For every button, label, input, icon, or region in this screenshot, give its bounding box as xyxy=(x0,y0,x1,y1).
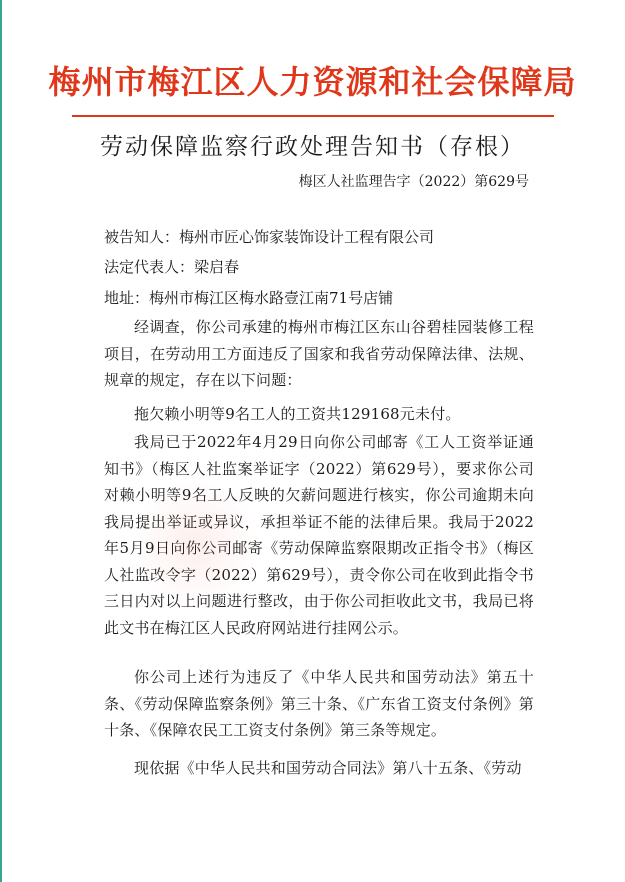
paragraph-procedure: 我局已于2022年4月29日向你公司邮寄《工人工资举证通知书》（梅区人社监案举证字（2022）第629号），要求你公司对赖小明等9名工人反映的欠薪问题进行核实，你公司逾期未向我局提出举证或异议，承担举证不能的法律后果。我局于2022年5月9日向你公司邮寄《劳动保障监察限期改正指令书》（梅区人社监改令字（2022）第629号），责令你公司在收到此指令书三日内对以上问题进行整改，由于你公司拒收此文书，我局已将此文书在梅江区人民政府网站进行挂网公示。 xyxy=(104,433,534,637)
address-line: 地址：梅州市梅江区梅水路壹江南71号店铺 xyxy=(104,289,394,307)
letterhead-rule xyxy=(72,115,554,117)
paragraph-unpaid-wages: 拖欠赖小明等9名工人的工资共129168元未付。 xyxy=(134,405,461,423)
document-number: 梅区人社监理告字（2022）第629号 xyxy=(298,174,529,190)
paragraph-basis: 现依据《中华人民共和国劳动合同法》第八十五条、《劳动 xyxy=(134,759,522,777)
legal-representative-line: 法定代表人：梁启春 xyxy=(104,258,240,276)
document-title: 劳动保障监察行政处理告知书（存根） xyxy=(100,134,525,160)
paragraph-violations: 你公司上述行为违反了《中华人民共和国劳动法》第五十条、《劳动保障监察条例》第三十条、《广东省工资支付条例》第十条、《保障农民工工资支付条例》第三条等规定。 xyxy=(104,668,534,739)
paragraph-findings: 经调查，你公司承建的梅州市梅江区东山谷碧桂园装修工程项目，在劳动用工方面违反了国家和我省劳动保障法律、法规、规章的规定，存在以下问题： xyxy=(104,318,534,389)
recipient-line: 被告知人：梅州市匠心饰家装饰设计工程有限公司 xyxy=(104,228,435,246)
letterhead: 梅州市梅江区人力资源和社会保障局 xyxy=(48,63,577,101)
